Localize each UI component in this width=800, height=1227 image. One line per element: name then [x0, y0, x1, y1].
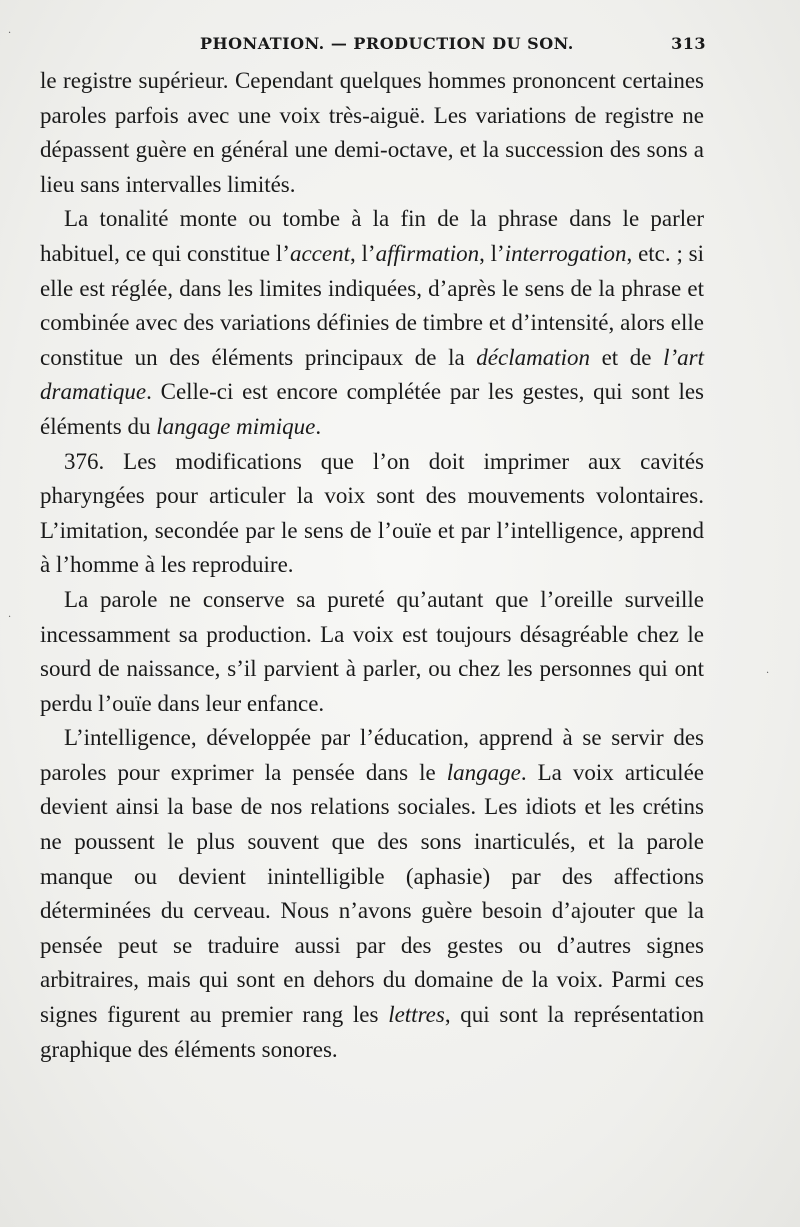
- italic-text: l’art dramatique: [40, 344, 704, 405]
- italic-text: interrogation: [504, 240, 627, 266]
- body-text: [40, 64, 704, 1067]
- italic-text: accent: [289, 240, 350, 266]
- text-run: , qui sont la représentation graphique des éléments sonores.: [40, 1002, 704, 1062]
- italic-text: affirmation: [375, 240, 480, 266]
- paragraph: [40, 64, 704, 202]
- text-run: le registre supérieur. Cependant quelques hommes prononcent certaines paroles parfois avec une voix très-aiguë. Les variations de registre ne dépassent guère en général une demi-octave, et la succession des sons a lieu sans intervalles limités.: [40, 68, 704, 197]
- text-run: , l’: [349, 240, 376, 266]
- page-number: 313: [671, 34, 706, 53]
- paragraph: [40, 721, 704, 1067]
- italic-text: langage: [446, 759, 521, 785]
- paragraph: [40, 445, 704, 583]
- text-run: La parole ne conserve sa pureté qu’autant que l’oreille surveille incessamment sa production. La voix est toujours désagréable chez le sourd de naissance, s’il parvient à parler, ou chez les personnes qui ont perdu l’ouïe dans leur enfance.: [40, 586, 704, 716]
- paragraph: [40, 202, 704, 444]
- text-run: .: [315, 413, 322, 439]
- text-run: , etc. ; si elle est réglée, dans les limites indiquées, d’après le sens de la phrase et combinée avec des variations définies de timbre et d’intensité, alors elle constitue un des éléments principaux de la: [40, 240, 704, 370]
- text-run: . Celle-ci est encore complétée par les gestes, qui sont les éléments du: [40, 379, 704, 439]
- italic-text: déclamation: [476, 344, 590, 370]
- text-run: . La voix articulée devient ainsi la base de nos relations sociales. Les idiots et les crétins ne poussent le plus souvent que des sons inarticulés, et la parole manque ou devient inintelligible (aphasie) par des affections déterminées du cerveau. Nous n’avons guère besoin d’ajouter que la pensée peut se traduire aussi par des gestes ou d’autres signes arbitraires, mais qui sont en dehors du domaine de la voix. Parmi ces signes figurent au premier rang les: [40, 759, 704, 1028]
- print-speck: ·: [766, 668, 770, 679]
- text-run: 376. Les modifications que l’on doit imprimer aux cavités pharyngées pour articuler la voix sont des mouvements volontaires. L’imitation, secondée par le sens de l’ouïe et par l’intelligence, apprend à l’homme à les reproduire.: [40, 448, 704, 578]
- text-run: et de: [590, 344, 664, 370]
- running-title: PHONATION. — PRODUCTION DU SON.: [200, 34, 574, 53]
- text-run: L’intelligence, développée par l’éducation, apprend à se servir des paroles pour exprimer la pensée dans le: [40, 725, 704, 785]
- page-header: [40, 34, 706, 58]
- italic-text: lettres: [388, 1002, 445, 1028]
- print-speck: ·: [8, 612, 12, 623]
- print-speck: ·: [8, 28, 12, 39]
- paragraph: [40, 583, 704, 721]
- text-run: , l’: [479, 240, 505, 266]
- text-run: La tonalité monte ou tombe à la fin de la phrase dans le parler habituel, ce qui constitue l’: [40, 206, 704, 266]
- italic-text: langage mimique: [156, 413, 316, 439]
